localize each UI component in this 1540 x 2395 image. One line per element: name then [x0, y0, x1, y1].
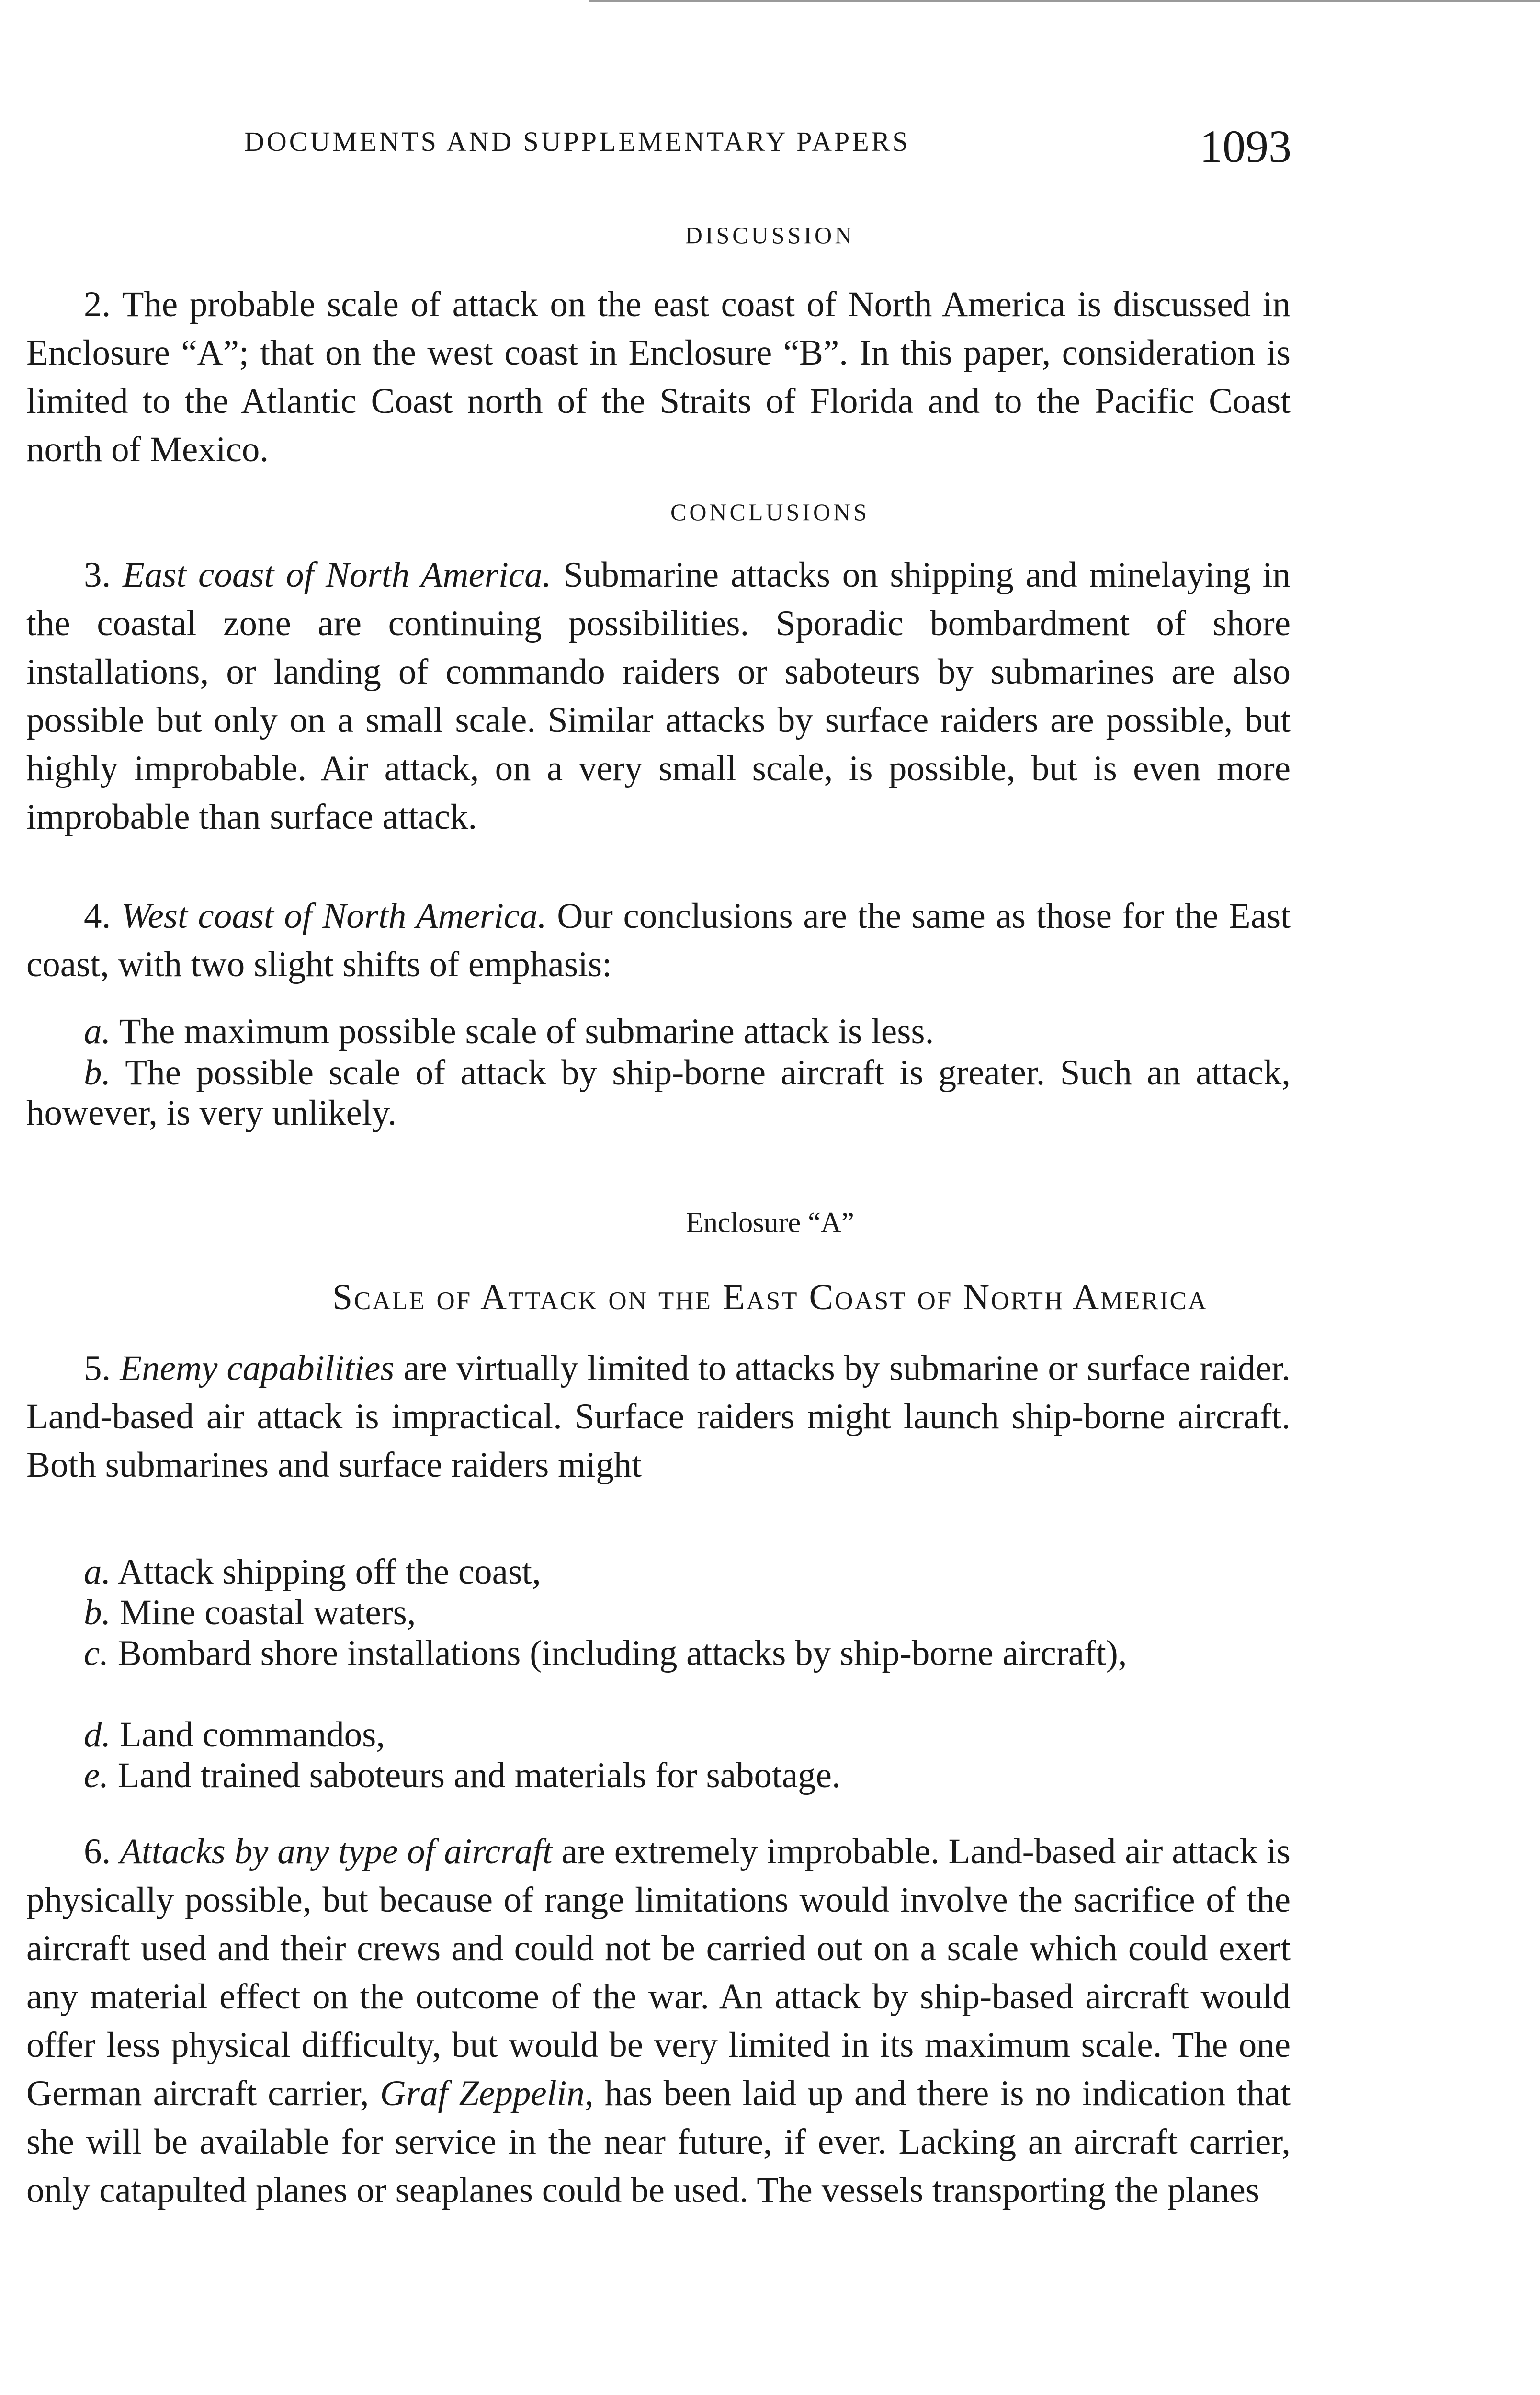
paragraph-lead: Enemy capabilities: [120, 1348, 395, 1388]
paragraph-3: [26, 551, 1291, 841]
list-item: [26, 1053, 1291, 1133]
paragraph-6: [26, 1827, 1291, 2214]
paragraph-4: [26, 892, 1291, 989]
item-text: Bombard shore installations (including attacks by ship-borne aircraft),: [117, 1633, 1127, 1673]
paragraph-text: Submarine attacks on shipping and minelaying in the coastal zone are continuing possibilities. Sporadic bombardment of shore installations, or landing of commando raiders or saboteurs by submarines are also possible but only on a small scale. Similar attacks by surface raiders are possible, but highly improbable. Air attack, on a very small scale, is possible, but is even more improbable than surface attack.: [26, 555, 1291, 837]
paragraph-number: 3.: [84, 555, 111, 595]
paragraph-5: [26, 1344, 1291, 1489]
item-text: Land commandos,: [120, 1715, 385, 1755]
paragraph-text: are extremely improbable. Land-based air attack is physically possible, but because of range limitations would involve the sacrifice of the aircraft used and their crews and could not be carried out on a scale which could exert any material effect on the outcome of the war. An attack by ship-based aircraft would offer less physical difficulty, but would be very limited in its maximum scale. The one German aircraft carrier,: [26, 1832, 1291, 2113]
paragraph-lead: East coast of North America.: [122, 555, 552, 595]
item-letter: a.: [84, 1012, 111, 1051]
item-text: Land trained saboteurs and materials for sabotage.: [117, 1756, 841, 1795]
paragraph-number: 5.: [84, 1348, 111, 1388]
paragraph-text: Our conclusions are the same as those for the East coast, with two slight shifts of emphasis:: [26, 896, 1291, 984]
item-letter: a.: [84, 1552, 111, 1592]
item-letter: b.: [84, 1593, 111, 1632]
list-item: [26, 1756, 1291, 1796]
list-item: [26, 1593, 1291, 1633]
paragraph-text: are virtually limited to attacks by submarine or surface raider. Land-based air attack is impractical. Surface raiders might launch ship-borne aircraft. Both submarines and surface raiders might: [26, 1348, 1291, 1485]
list-item: [26, 1552, 1291, 1592]
running-head: DOCUMENTS AND SUPPLEMENTARY PAPERS: [244, 126, 910, 157]
item-letter: c.: [84, 1633, 109, 1673]
list-item: [26, 1633, 1291, 1674]
item-text: The possible scale of attack by ship-borne aircraft is greater. Such an attack, however, is very unlikely.: [26, 1053, 1291, 1133]
paragraph-lead: West coast of North America.: [121, 896, 547, 936]
discussion-heading: DISCUSSION: [685, 222, 855, 249]
paragraph-number: 2.: [84, 285, 111, 324]
paragraph-lead: Attacks by any type of aircraft: [120, 1832, 553, 1871]
item-letter: d.: [84, 1715, 111, 1755]
paragraph-text-continued: has been laid up and there is no indication that she will be available for service in the near future, if ever. Lacking an aircraft carrier, only catapulted planes or seaplanes could be used. The vessels transporting the planes: [26, 2074, 1291, 2210]
top-rule: [589, 0, 1540, 2]
conclusions-heading: CONCLUSIONS: [670, 499, 870, 525]
paragraph-text: The probable scale of attack on the east coast of North America is discussed in Enclosure “A”; that on the west coast in Enclosure “B”. In this paper, consideration is limited to the Atlantic Coast north of the Straits of Florida and to the Pacific Coast north of Mexico.: [26, 285, 1291, 469]
item-letter: b.: [84, 1053, 111, 1093]
paragraph-2: [26, 280, 1291, 474]
item-text: Mine coastal waters,: [120, 1593, 416, 1632]
ship-name: Graf Zeppelin,: [380, 2074, 594, 2113]
list-item: [26, 1012, 1291, 1052]
page-number: 1093: [1200, 121, 1291, 172]
item-letter: e.: [84, 1756, 109, 1795]
item-text: Attack shipping off the coast,: [117, 1552, 541, 1592]
enclosure-label: Enclosure “A”: [686, 1207, 854, 1238]
paragraph-number: 6.: [84, 1832, 111, 1871]
item-text: The maximum possible scale of submarine attack is less.: [119, 1012, 934, 1051]
paragraph-number: 4.: [84, 896, 111, 936]
list-item: [26, 1715, 1291, 1755]
enclosure-title: Scale of Attack on the East Coast of North America: [332, 1277, 1208, 1317]
